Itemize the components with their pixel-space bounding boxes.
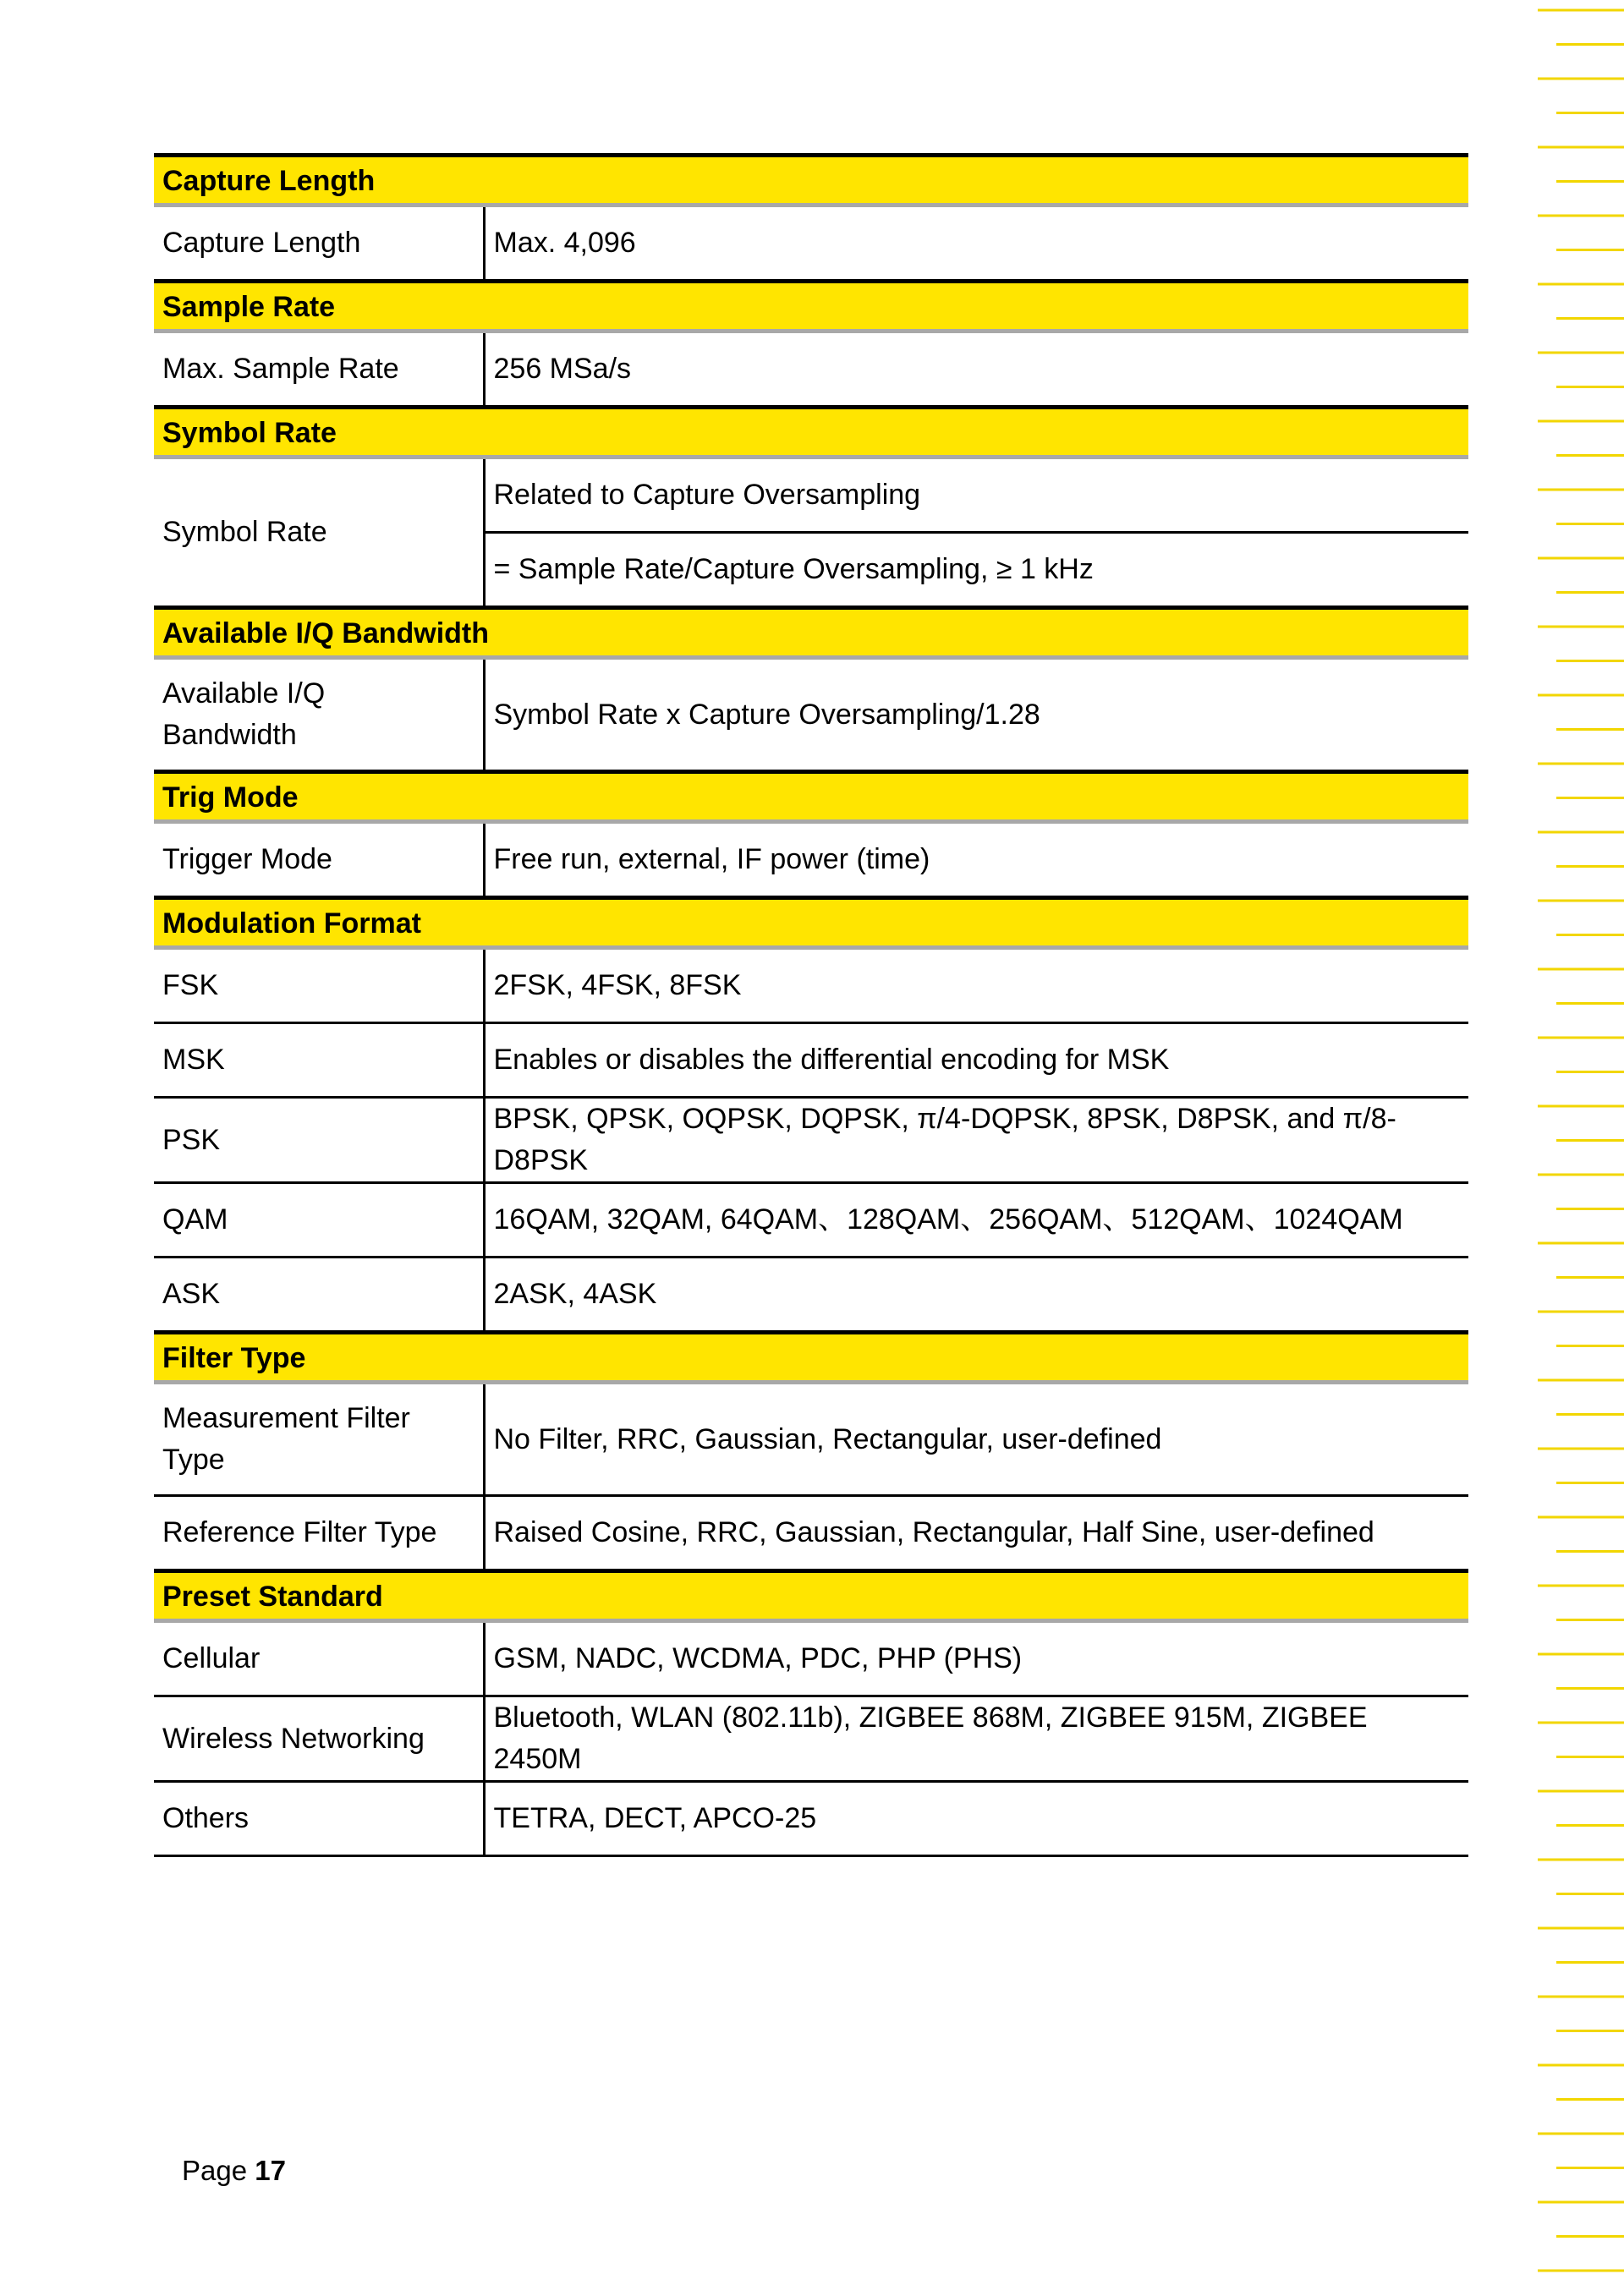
page-number	[182, 2155, 286, 2187]
spec-label: Trigger Mode	[154, 822, 484, 898]
section-header-row	[154, 772, 1468, 822]
page-label: Page	[182, 2155, 248, 2186]
spec-value: Related to Capture Oversampling	[484, 458, 1468, 533]
section-title: Trig Mode	[154, 772, 1468, 822]
spec-row	[154, 658, 1468, 772]
section-header-row	[154, 408, 1468, 458]
decorative-stripes	[1531, 0, 1624, 2296]
spec-label: ASK	[154, 1258, 484, 1333]
spec-table-body	[154, 156, 1468, 1856]
spec-value: Free run, external, IF power (time)	[484, 822, 1468, 898]
spec-label: Measurement Filter Type	[154, 1383, 484, 1496]
spec-value: Bluetooth, WLAN (802.11b), ZIGBEE 868M, ZIGBEE 915M, ZIGBEE 2450M	[484, 1696, 1468, 1782]
section-title: Filter Type	[154, 1333, 1468, 1383]
section-header-row	[154, 156, 1468, 205]
spec-label: Wireless Networking	[154, 1696, 484, 1782]
section-title: Available I/Q Bandwidth	[154, 608, 1468, 658]
spec-label: QAM	[154, 1183, 484, 1258]
spec-value: Enables or disables the differential encoding for MSK	[484, 1023, 1468, 1098]
spec-row	[154, 1258, 1468, 1333]
spec-label: Capture Length	[154, 205, 484, 282]
spec-row	[154, 458, 1468, 533]
spec-value: 2FSK, 4FSK, 8FSK	[484, 948, 1468, 1023]
spec-label: Others	[154, 1782, 484, 1856]
section-header-row	[154, 608, 1468, 658]
section-title: Modulation Format	[154, 898, 1468, 948]
spec-label: MSK	[154, 1023, 484, 1098]
spec-row	[154, 1496, 1468, 1571]
section-title: Capture Length	[154, 156, 1468, 205]
spec-value: BPSK, QPSK, OQPSK, DQPSK, π/4-DQPSK, 8PSK, D8PSK, and π/8-D8PSK	[484, 1098, 1468, 1183]
spec-label: Reference Filter Type	[154, 1496, 484, 1571]
spec-row	[154, 205, 1468, 282]
spec-label: Symbol Rate	[154, 458, 484, 608]
spec-row	[154, 948, 1468, 1023]
spec-label: Cellular	[154, 1621, 484, 1696]
spec-label: Available I/Q Bandwidth	[154, 658, 484, 772]
section-header-row	[154, 282, 1468, 332]
spec-value: Max. 4,096	[484, 205, 1468, 282]
spec-table	[154, 153, 1468, 1857]
section-title: Sample Rate	[154, 282, 1468, 332]
spec-row	[154, 1696, 1468, 1782]
spec-row	[154, 822, 1468, 898]
spec-label: Max. Sample Rate	[154, 332, 484, 408]
spec-row	[154, 1383, 1468, 1496]
section-header-row	[154, 1571, 1468, 1621]
spec-row	[154, 1782, 1468, 1856]
spec-row	[154, 1621, 1468, 1696]
spec-value: 16QAM, 32QAM, 64QAM、128QAM、256QAM、512QAM、1024QAM	[484, 1183, 1468, 1258]
spec-label: FSK	[154, 948, 484, 1023]
spec-row	[154, 1023, 1468, 1098]
spec-row	[154, 1098, 1468, 1183]
section-header-row	[154, 1333, 1468, 1383]
spec-value: TETRA, DECT, APCO-25	[484, 1782, 1468, 1856]
spec-value: = Sample Rate/Capture Oversampling, ≥ 1 kHz	[484, 533, 1468, 608]
spec-label: PSK	[154, 1098, 484, 1183]
spec-value: No Filter, RRC, Gaussian, Rectangular, user-defined	[484, 1383, 1468, 1496]
spec-value: Raised Cosine, RRC, Gaussian, Rectangular, Half Sine, user-defined	[484, 1496, 1468, 1571]
spec-row	[154, 332, 1468, 408]
spec-value: 2ASK, 4ASK	[484, 1258, 1468, 1333]
spec-value: GSM, NADC, WCDMA, PDC, PHP (PHS)	[484, 1621, 1468, 1696]
section-title: Symbol Rate	[154, 408, 1468, 458]
page-number-value: 17	[255, 2155, 286, 2186]
section-header-row	[154, 898, 1468, 948]
spec-value: 256 MSa/s	[484, 332, 1468, 408]
section-title: Preset Standard	[154, 1571, 1468, 1621]
spec-value: Symbol Rate x Capture Oversampling/1.28	[484, 658, 1468, 772]
spec-row	[154, 1183, 1468, 1258]
